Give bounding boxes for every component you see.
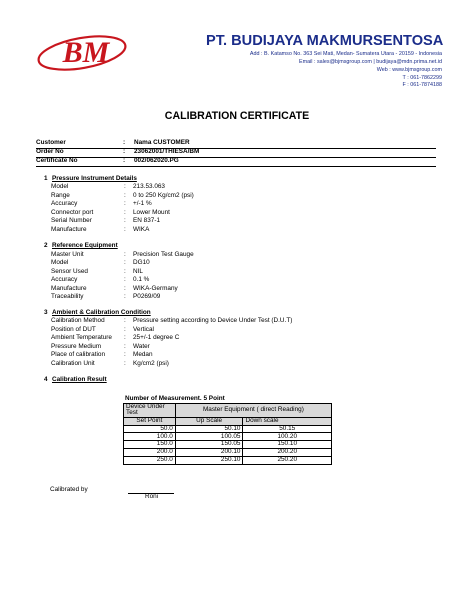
company-email[interactable]: Email : sales@bjmsgroup.com | budijaya@mdn.prima.net.id xyxy=(299,59,442,65)
cell-down-scale: 200.20 xyxy=(243,449,332,457)
cell-up-scale: 100.05 xyxy=(175,433,243,441)
detail-value: Kg/cm2 (psi) xyxy=(133,360,169,367)
detail-label: Model xyxy=(51,183,69,190)
cell-set-point: 200.0 xyxy=(124,449,176,457)
detail-value: EN 837-1 xyxy=(133,217,160,224)
detail-label: Sensor Used xyxy=(51,268,88,275)
detail-label: Pressure Medium xyxy=(51,343,102,350)
cell-down-scale: 100.20 xyxy=(243,433,332,441)
detail-label: Manufacture xyxy=(51,226,87,233)
separator-colon: : xyxy=(123,157,126,164)
detail-label: Ambient Temperature xyxy=(51,334,112,341)
separator-colon: : xyxy=(124,343,126,350)
document-title: CALIBRATION CERTIFICATE xyxy=(164,110,310,122)
col-up-scale: Up Scale xyxy=(175,417,243,425)
company-name: PT. BUDIJAYA MAKMURSENTOSA xyxy=(206,33,444,49)
detail-label: Serial Number xyxy=(51,217,92,224)
detail-label: Master Unit xyxy=(51,251,84,258)
section-title: Calibration Result xyxy=(52,376,107,383)
separator-colon: : xyxy=(124,360,126,367)
signatory-name: Roni xyxy=(145,493,159,500)
detail-label: Calibration Method xyxy=(51,317,105,324)
cell-up-scale: 150.05 xyxy=(175,441,243,449)
customer-label: Customer xyxy=(36,139,66,146)
cell-down-scale: 150.10 xyxy=(243,441,332,449)
detail-label: Model xyxy=(51,259,69,266)
detail-label: Place of calibration xyxy=(51,351,105,358)
separator-colon: : xyxy=(124,183,126,190)
header-dut: Device Under Test xyxy=(124,404,176,418)
section-title: Ambient & Calibration Condition xyxy=(52,309,151,316)
order-value: 23062001/THIESA/BM xyxy=(134,148,200,155)
detail-label: Range xyxy=(51,192,70,199)
cell-set-point: 50.0 xyxy=(124,425,176,433)
detail-value: WIKA-Germany xyxy=(133,285,178,292)
cell-down-scale: 50.15 xyxy=(243,425,332,433)
detail-label: Connector port xyxy=(51,209,94,216)
company-address: Add : B. Katamso No. 363 Sei Mati, Medan- Sumatera Utara - 20159 - Indonesia xyxy=(249,51,442,57)
separator-colon: : xyxy=(124,259,126,266)
customer-value: Nama CUSTOMER xyxy=(134,139,190,146)
detail-value: P0269/09 xyxy=(133,293,161,300)
separator-colon: : xyxy=(124,217,126,224)
separator-colon: : xyxy=(124,226,126,233)
section-number: 1 xyxy=(44,175,48,182)
table-row xyxy=(124,425,332,433)
separator-colon: : xyxy=(124,200,126,207)
detail-value: Precision Test Gauge xyxy=(133,251,194,258)
cell-set-point: 150.0 xyxy=(124,441,176,449)
detail-value: 0.1 % xyxy=(133,276,150,283)
separator-colon: : xyxy=(124,317,126,324)
detail-value: 25+/-1 degree C xyxy=(133,334,180,341)
separator-colon: : xyxy=(124,209,126,216)
detail-value: Vertical xyxy=(133,326,154,333)
cell-down-scale: 250.20 xyxy=(243,456,332,464)
section-number: 2 xyxy=(44,242,48,249)
separator-colon: : xyxy=(124,251,126,258)
company-phone: T : 061-7862299 xyxy=(402,75,442,81)
calibrated-by-label: Calibrated by xyxy=(50,486,88,493)
header-divider xyxy=(36,166,436,167)
separator-colon: : xyxy=(124,276,126,283)
separator-colon: : xyxy=(124,268,126,275)
detail-value: Water xyxy=(133,343,150,350)
detail-value: Pressure setting according to Device Under Test (D.U.T) xyxy=(133,317,293,324)
col-set-point: Set Point xyxy=(124,417,176,425)
detail-value: 0 to 250 Kg/cm2 (psi) xyxy=(133,192,194,199)
separator-colon: : xyxy=(124,285,126,292)
certificate-value: 002/062020.PG xyxy=(134,157,179,164)
section-title: Pressure Instrument Details xyxy=(52,175,137,182)
detail-value: NIL xyxy=(133,268,143,275)
detail-value: 213.53.063 xyxy=(133,183,165,190)
col-down-scale: Down scale xyxy=(243,417,332,425)
cell-set-point: 100.0 xyxy=(124,433,176,441)
separator-colon: : xyxy=(124,192,126,199)
separator-colon: : xyxy=(123,148,126,155)
detail-value: WIKA xyxy=(133,226,150,233)
order-label: Order No xyxy=(36,148,64,155)
company-fax: F : 061-7874188 xyxy=(402,82,442,88)
calibration-result-table xyxy=(123,403,332,465)
certificate-label: Certificate No xyxy=(36,157,78,164)
detail-label: Accuracy xyxy=(51,276,78,283)
table-row xyxy=(124,456,332,464)
section-title: Reference Equipment xyxy=(52,242,118,249)
result-table-title: Number of Measurement. 5 Point xyxy=(125,395,225,402)
header-divider xyxy=(36,157,436,158)
detail-value: Medan xyxy=(133,351,153,358)
detail-value: DG10 xyxy=(133,259,150,266)
detail-label: Traceability xyxy=(51,293,84,300)
separator-colon: : xyxy=(124,351,126,358)
section-number: 3 xyxy=(44,309,48,316)
cell-up-scale: 50.10 xyxy=(175,425,243,433)
separator-colon: : xyxy=(123,139,126,146)
company-web[interactable]: Web : www.bjmsgroup.com xyxy=(376,67,442,73)
cell-up-scale: 250.10 xyxy=(175,456,243,464)
detail-label: Accuracy xyxy=(51,200,78,207)
table-header-row xyxy=(124,417,332,425)
header-master: Master Equipment ( direct Reading) xyxy=(175,404,331,418)
detail-label: Manufacture xyxy=(51,285,87,292)
separator-colon: : xyxy=(124,326,126,333)
logo-monogram: BM xyxy=(62,36,110,69)
separator-colon: : xyxy=(124,293,126,300)
company-logo xyxy=(36,28,132,74)
section-number: 4 xyxy=(44,376,48,383)
cell-set-point: 250.0 xyxy=(124,456,176,464)
table-header-row xyxy=(124,404,332,418)
header-divider xyxy=(36,148,436,149)
detail-label: Position of DUT xyxy=(51,326,96,333)
detail-value: +/-1 % xyxy=(133,200,152,207)
detail-value: Lower Mount xyxy=(133,209,170,216)
cell-up-scale: 200.10 xyxy=(175,449,243,457)
separator-colon: : xyxy=(124,334,126,341)
detail-label: Calibration Unit xyxy=(51,360,95,367)
